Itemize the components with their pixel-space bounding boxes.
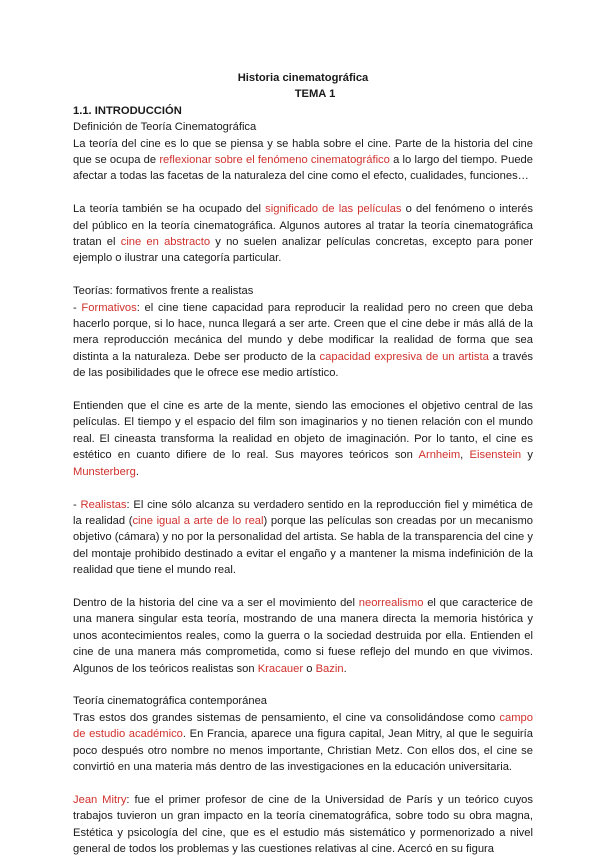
subheading-definicion: Definición de Teoría Cinematográfica (73, 121, 257, 134)
document-subtitle: TEMA 1 (294, 88, 336, 101)
section-heading: 1.1. INTRODUCCIÓN (73, 104, 182, 117)
highlight-text: Bazin (315, 662, 344, 675)
highlight-text: Eisenstein (469, 449, 522, 462)
highlight-text: Munsterberg (73, 465, 136, 478)
highlight-text: capacidad expresiva de un artista (319, 350, 489, 363)
paragraph-realistas: - Realistas: El cine sólo alcanza su verdadero sentido en la reproducción fiel y mimética de la realidad (cine igual a arte de lo real) porque las películas son creadas por un mecanismo objetivo (cámara) y no por la personalidad del artista. Se habla de la transparencia del cine y del montaje prohibido destinado a evitar el engaño y a mantener la misma indefinición de la realidad que tiene el mundo real. (73, 498, 533, 577)
paragraph-jean-mitry: Jean Mitry: fue el primer profesor de cine de la Universidad de París y un teórico cuyos trabajos tuvieron un gran impacto en la teoría cinematográfica, sobre todo su obra magna, Estética y psicología del cine, que es el estudio más sistemático y pormenorizado a nivel general de todos los problemas y las cuestiones relativas al cine. Acercó en su figura (73, 793, 533, 855)
subheading-teorias: Teorías: formativos frente a realistas (73, 285, 254, 298)
document-content (73, 70, 533, 857)
highlight-text: Kracauer (257, 662, 304, 675)
highlight-text: Arnheim (418, 449, 461, 462)
paragraph-neorrealismo: Dentro de la historia del cine va a ser el movimiento del neorrealismo el que caracterice de una manera singular esta teoría, mostrando de una manera directa la memoria histórica y unos acontecimientos reales, como la guerra o la sociedad destruida por ella. Entienden el cine de una manera más comprometida, como si fuese reflejo del mundo en que vivimos. Algunos de los teóricos realistas son Kracauer o Bazin. (73, 596, 533, 675)
paragraph-significado: La teoría también se ha ocupado del significado de las películas o del fenómeno o interés del público en la teoría cinematográfica. Algunos autores al tratar la teoría cinematográfica tratan el cine en abstracto y no suelen analizar películas concretas, excepto para poner ejemplo o ilustrar una categoría particular. (73, 203, 533, 265)
document-title: Historia cinematográfica (237, 72, 369, 84)
paragraph-formativos: - Formativos: el cine tiene capacidad para reproducir la realidad pero no creen que deba hacerlo porque, si lo hace, nunca llegará a ser arte. Creen que el cine debe ir más allá de la mera reproducción mecánica del mundo y debe modificar la realidad de forma que sea distinta a la naturaleza. Debe ser producto de la capacidad expresiva de un artista a través de las posibilidades que le ofrece ese medio artístico. (73, 301, 534, 380)
highlight-text: campo de estudio académico (73, 711, 533, 741)
subheading-contemporanea: Teoría cinematográfica contemporánea (73, 695, 268, 708)
highlight-text: Formativos (81, 301, 137, 314)
paragraph-definicion: La teoría del cine es lo que se piensa y se habla sobre el cine. Parte de la historia del cine que se ocupa de reflexionar sobre el fenómeno cinematográfico a lo largo del tiempo. Puede afectar a todas las facetas de la naturaleza del cine como el efecto, cualidades, funciones… (73, 137, 533, 183)
highlight-text: reflexionar sobre el fenómeno cinematográfico (159, 154, 390, 167)
highlight-text: cine en abstracto (120, 236, 211, 249)
highlight-text: Realistas (80, 498, 127, 511)
highlight-text: neorrealismo (358, 596, 424, 609)
highlight-text: significado de las películas (265, 203, 402, 216)
paragraph-arte-mente: Entienden que el cine es arte de la mente, siendo las emociones el objetivo central de las películas. El tiempo y el espacio del film son imaginarios y no tienen relación con el mundo real. El cineasta transforma la realidad en objeto de imaginación. Por lo tanto, el cine es estético en cuanto difiere de lo real. Sus mayores teóricos son Arnheim, Eisenstein y Munsterberg. (73, 400, 534, 478)
highlight-text: Jean Mitry (73, 793, 127, 806)
highlight-text: cine igual a arte de lo real (132, 514, 264, 527)
paragraph-contemporanea: Tras estos dos grandes sistemas de pensamiento, el cine va consolidándose como campo de estudio académico. En Francia, aparece una figura capital, Jean Mitry, al que le seguiría poco después otro nombre no menos importante, Christian Metz. Con ellos dos, el cine se convirtió en una materia más dentro de las investigaciones en la educación universitaria. (73, 711, 533, 773)
